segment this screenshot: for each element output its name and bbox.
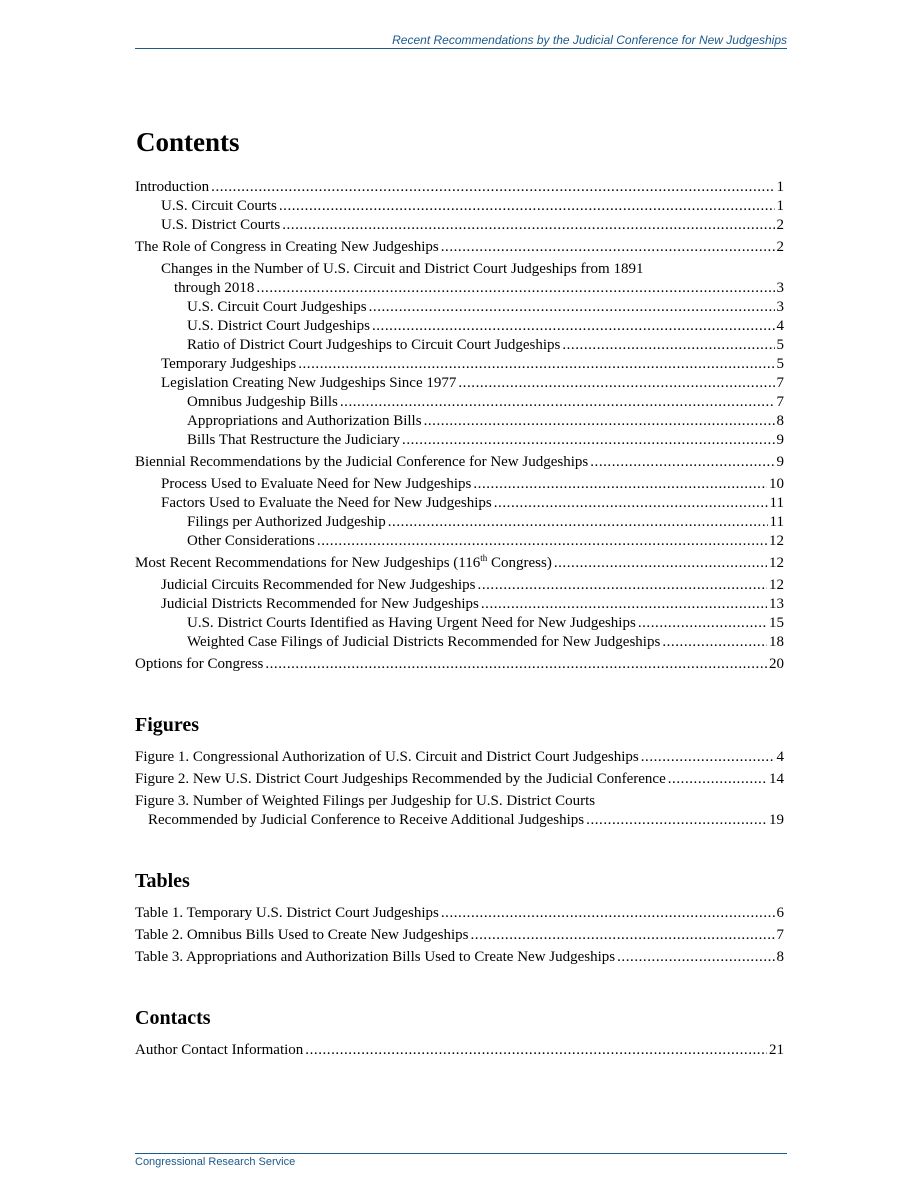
toc-entry-circuit-court-judgeships[interactable] <box>135 298 784 317</box>
dot-leader <box>256 279 774 298</box>
dot-leader <box>317 532 767 551</box>
dot-leader <box>340 393 775 412</box>
toc-entry-page: 12 <box>769 577 784 593</box>
toc-entry-page: 9 <box>776 432 784 448</box>
toc-entry-page: 11 <box>769 495 784 511</box>
toc-entry-introduction[interactable] <box>135 178 784 197</box>
toc-entry-title-line2: through 2018 <box>174 280 255 296</box>
figure-entry-title-line2: Recommended by Judicial Conference to Receive Additional Judgeships <box>148 812 585 828</box>
toc-entry-page: 8 <box>776 413 784 429</box>
toc-entry-title: U.S. Circuit Court Judgeships <box>187 299 367 315</box>
dot-leader <box>641 748 775 767</box>
toc-entry-title: Filings per Authorized Judgeship <box>187 514 386 530</box>
dot-leader <box>388 513 768 532</box>
toc-entry-judicial-districts-recommended[interactable] <box>135 595 784 614</box>
toc-entry-process-used[interactable] <box>135 475 784 494</box>
toc-entry-restructure-bills[interactable] <box>135 431 784 450</box>
toc-entry-title: U.S. District Courts <box>161 217 281 233</box>
toc-entry-title: Legislation Creating New Judgeships Since 1977 <box>161 375 457 391</box>
toc-entry-title: The Role of Congress in Creating New Judgeships <box>135 239 439 255</box>
toc-entry-page: 2 <box>776 217 784 233</box>
toc-entry-title: Other Considerations <box>187 533 315 549</box>
toc-entry-page: 13 <box>769 596 784 612</box>
toc-entry-appropriations-bills[interactable] <box>135 412 784 431</box>
table-entry-page: 6 <box>776 905 784 921</box>
toc-entry-title: Judicial Circuits Recommended for New Judgeships <box>161 577 476 593</box>
table-entry-3[interactable] <box>135 948 784 967</box>
table-entry-title: Table 2. Omnibus Bills Used to Create New Judgeships <box>135 927 469 943</box>
figure-entry-page: 19 <box>769 812 784 828</box>
toc-entry-page: 12 <box>769 533 784 549</box>
dot-leader <box>369 298 775 317</box>
table-entry-page: 8 <box>776 949 784 965</box>
contact-entry-author[interactable] <box>135 1041 784 1060</box>
dot-leader <box>662 633 767 652</box>
toc-entry-page: 7 <box>776 394 784 410</box>
figure-entry-2[interactable] <box>135 770 784 789</box>
toc-entry-page: 3 <box>776 280 784 296</box>
toc-entry-title: Introduction <box>135 179 210 195</box>
toc-entry-urgent-need[interactable] <box>135 614 784 633</box>
dot-leader <box>282 216 774 235</box>
toc-entry-ratio[interactable] <box>135 336 784 355</box>
dot-leader <box>494 494 768 513</box>
dot-leader <box>668 770 767 789</box>
dot-leader <box>638 614 767 633</box>
toc-entry-title: Options for Congress <box>135 656 264 672</box>
toc-entry-page: 2 <box>776 239 784 255</box>
toc-entry-page: 1 <box>776 179 784 195</box>
figures-title: Figures <box>135 714 200 736</box>
toc-entry-page: 15 <box>769 615 784 631</box>
toc-entry-title: Biennial Recommendations by the Judicial Conference for New Judgeships <box>135 454 589 470</box>
dot-leader <box>211 178 774 197</box>
figure-entry-title: Figure 1. Congressional Authorization of U.S. Circuit and District Court Judgeships <box>135 749 639 765</box>
toc-entry-title: Judicial Districts Recommended for New Judgeships <box>161 596 479 612</box>
figure-entry-1[interactable] <box>135 748 784 767</box>
dot-leader <box>481 595 767 614</box>
toc-entry-title: Weighted Case Filings of Judicial Districts Recommended for New Judgeships <box>187 634 661 650</box>
dot-leader <box>617 948 774 967</box>
toc-entry-page: 18 <box>769 634 784 650</box>
dot-leader <box>279 197 775 216</box>
toc-entry-page: 5 <box>776 356 784 372</box>
dot-leader <box>372 317 775 336</box>
toc-entry-page: 4 <box>776 318 784 334</box>
dot-leader <box>554 554 767 573</box>
toc-entry-role-of-congress[interactable] <box>135 238 784 257</box>
toc-entry-options-for-congress[interactable] <box>135 655 784 674</box>
dot-leader <box>458 374 774 393</box>
contacts-section <box>135 1005 784 1060</box>
toc-entry-title: Factors Used to Evaluate the Need for New Judgeships <box>161 495 492 511</box>
toc-entry-page: 5 <box>776 337 784 353</box>
toc-entry-legislation-since-1977[interactable] <box>135 374 784 393</box>
dot-leader <box>562 336 774 355</box>
toc-entry-biennial-recommendations[interactable] <box>135 453 784 472</box>
title-post: Congress) <box>487 555 552 571</box>
toc-entry-title: Bills That Restructure the Judiciary <box>187 432 401 448</box>
table-entry-title: Table 3. Appropriations and Authorization Bills Used to Create New Judgeships <box>135 949 616 965</box>
toc-entry-title: Omnibus Judgeship Bills <box>187 394 338 410</box>
toc-entry-title: Ratio of District Court Judgeships to Circuit Court Judgeships <box>187 337 561 353</box>
toc-entry-title: Process Used to Evaluate Need for New Judgeships <box>161 476 472 492</box>
toc-page <box>135 122 784 1060</box>
toc-entry-factors-used[interactable] <box>135 494 784 513</box>
toc-entry-page: 10 <box>769 476 784 492</box>
contact-entry-page: 21 <box>769 1042 784 1058</box>
dot-leader <box>441 238 775 257</box>
table-entry-page: 7 <box>776 927 784 943</box>
toc-entry-title: U.S. District Court Judgeships <box>187 318 370 334</box>
title-pre: Most Recent Recommendations for New Judgeships (116 <box>135 555 481 571</box>
tables-section <box>135 868 784 967</box>
figures-section <box>135 712 784 830</box>
toc-entry-changes-in-number[interactable] <box>135 260 784 298</box>
table-entry-2[interactable] <box>135 926 784 945</box>
toc-entry-page: 20 <box>769 656 784 672</box>
toc-entry-most-recent-recommendations[interactable] <box>135 554 784 573</box>
ordinal-suffix: th <box>480 553 488 563</box>
toc-entry-title: Appropriations and Authorization Bills <box>187 413 422 429</box>
toc-entry-filings-per-judgeship[interactable] <box>135 513 784 532</box>
toc-entry-title: U.S. Circuit Courts <box>161 198 277 214</box>
dot-leader <box>305 1041 767 1060</box>
toc-entry-us-district-courts[interactable] <box>135 216 784 235</box>
toc-entry-omnibus-bills[interactable] <box>135 393 784 412</box>
running-header: Recent Recommendations by the Judicial Conference for New Judgeships <box>135 32 787 49</box>
dot-leader <box>441 904 775 923</box>
figure-entry-title-line1: Figure 3. Number of Weighted Filings per Judgeship for U.S. District Courts <box>135 793 596 809</box>
contents-title: Contents <box>136 127 240 157</box>
dot-leader <box>471 926 775 945</box>
toc-entry-us-circuit-courts[interactable] <box>135 197 784 216</box>
contents-list <box>135 178 784 674</box>
figure-entry-page: 14 <box>769 771 784 787</box>
toc-entry-temporary-judgeships[interactable] <box>135 355 784 374</box>
dot-leader <box>424 412 775 431</box>
dot-leader <box>298 355 774 374</box>
table-entry-title: Table 1. Temporary U.S. District Court Judgeships <box>135 905 439 921</box>
dot-leader <box>586 811 767 830</box>
toc-entry-judicial-circuits-recommended[interactable] <box>135 576 784 595</box>
dot-leader <box>473 475 767 494</box>
contacts-title: Contacts <box>135 1007 211 1029</box>
dot-leader <box>478 576 767 595</box>
figure-entry-title: Figure 2. New U.S. District Court Judgeships Recommended by the Judicial Conference <box>135 771 666 787</box>
toc-entry-page: 11 <box>769 514 784 530</box>
toc-entry-title <box>135 554 552 573</box>
toc-entry-district-court-judgeships[interactable] <box>135 317 784 336</box>
toc-entry-weighted-case-filings[interactable] <box>135 633 784 652</box>
toc-entry-page: 3 <box>776 299 784 315</box>
figure-entry-3[interactable] <box>135 792 784 830</box>
contact-entry-title: Author Contact Information <box>135 1042 304 1058</box>
toc-entry-page: 12 <box>769 555 784 571</box>
toc-entry-other-considerations[interactable] <box>135 532 784 551</box>
toc-entry-page: 7 <box>776 375 784 391</box>
dot-leader <box>265 655 767 674</box>
toc-entry-title: U.S. District Courts Identified as Having Urgent Need for New Judgeships <box>187 615 636 631</box>
toc-entry-page: 9 <box>776 454 784 470</box>
table-entry-1[interactable] <box>135 904 784 923</box>
toc-entry-title-line1: Changes in the Number of U.S. Circuit and District Court Judgeships from 1891 <box>161 261 644 277</box>
tables-title: Tables <box>135 870 190 892</box>
dot-leader <box>590 453 774 472</box>
toc-entry-page: 1 <box>776 198 784 214</box>
toc-entry-title: Temporary Judgeships <box>161 356 297 372</box>
running-footer: Congressional Research Service <box>135 1153 787 1168</box>
figure-entry-page: 4 <box>776 749 784 765</box>
dot-leader <box>402 431 774 450</box>
